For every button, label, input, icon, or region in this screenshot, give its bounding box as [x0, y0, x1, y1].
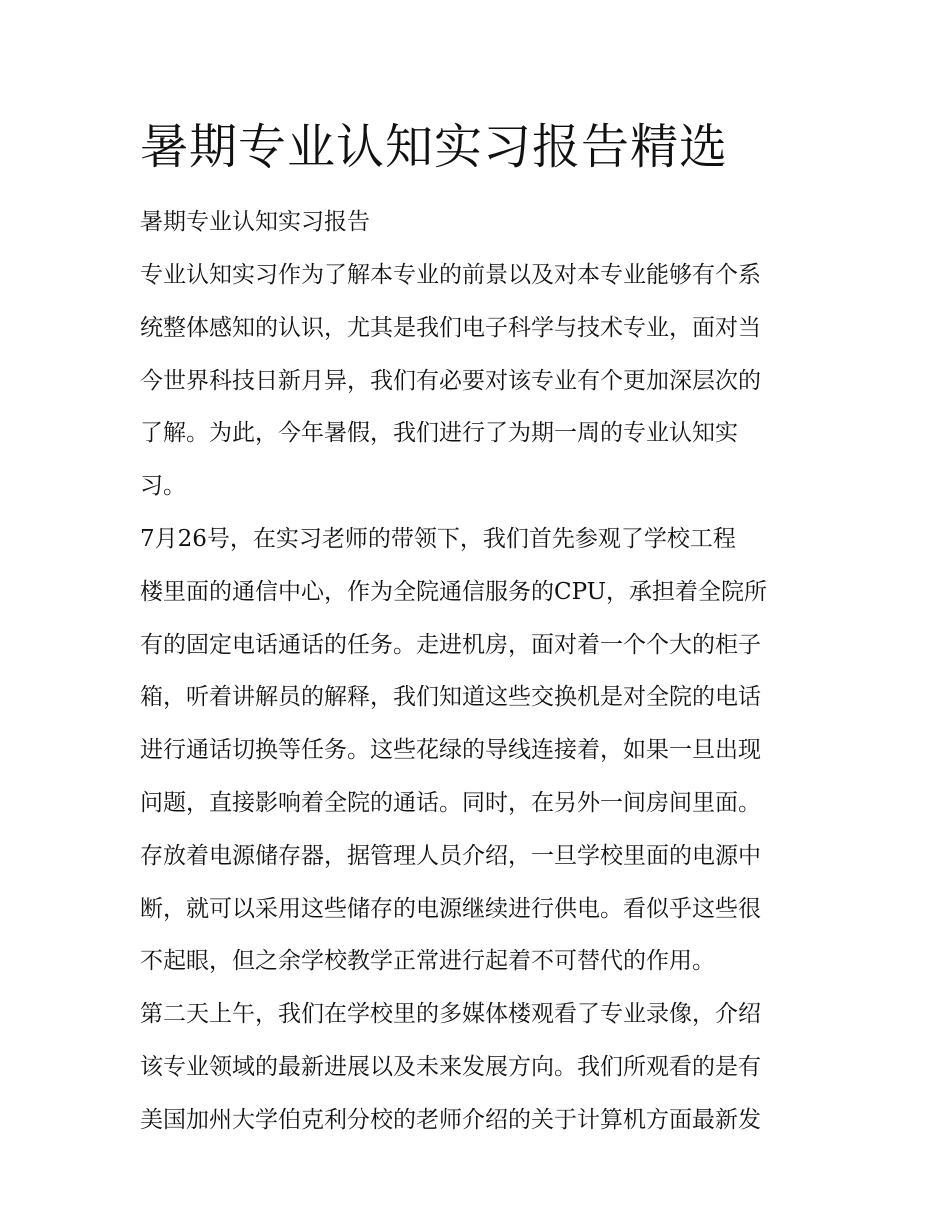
- body-line: 习。: [140, 473, 186, 500]
- body-line: 楼里面的通信中心，作为全院通信服务的CPU，承担着全院所: [140, 578, 768, 605]
- body-line: 箱，听着讲解员的解释，我们知道这些交换机是对全院的电话: [140, 684, 761, 711]
- body-line: 该专业领域的最新进展以及未来发展方向。我们所观看的是有: [140, 1053, 761, 1080]
- body-line: 进行通话切换等任务。这些花绿的导线连接着，如果一旦出现: [140, 737, 761, 764]
- document-body: [140, 249, 812, 1147]
- body-line: 存放着电源储存器，据管理人员介绍，一旦学校里面的电源中: [140, 842, 761, 869]
- body-line: 第二天上午，我们在学校里的多媒体楼观看了专业录像，介绍: [140, 1001, 761, 1028]
- document-title: 暑期专业认知实习报告精选: [140, 119, 729, 175]
- body-line: 不起眼，但之余学校教学正常进行起着不可替代的作用。: [140, 948, 715, 975]
- body-line: 专业认知实习作为了解本专业的前景以及对本专业能够有个系: [140, 262, 761, 288]
- body-line: 断，就可以采用这些储存的电源继续进行供电。看似乎这些很: [140, 895, 761, 922]
- body-line: 了解。为此，今年暑假，我们进行了为期一周的专业认知实: [140, 420, 738, 447]
- body-line: 问题，直接影响着全院的通话。同时，在另外一间房间里面。: [140, 789, 761, 816]
- body-line: 统整体感知的认识，尤其是我们电子科学与技术专业，面对当: [140, 314, 761, 341]
- body-line: 美国加州大学伯克利分校的老师介绍的关于计算机方面最新发: [140, 1106, 761, 1133]
- document-subtitle: 暑期专业认知实习报告: [140, 209, 370, 235]
- body-line: 7月26号，在实习老师的带领下，我们首先参观了学校工程: [140, 525, 736, 552]
- body-line: 有的固定电话通话的任务。走进机房，面对着一个个大的柜子: [140, 631, 761, 658]
- body-line: 今世界科技日新月异，我们有必要对该专业有个更加深层次的: [140, 367, 761, 394]
